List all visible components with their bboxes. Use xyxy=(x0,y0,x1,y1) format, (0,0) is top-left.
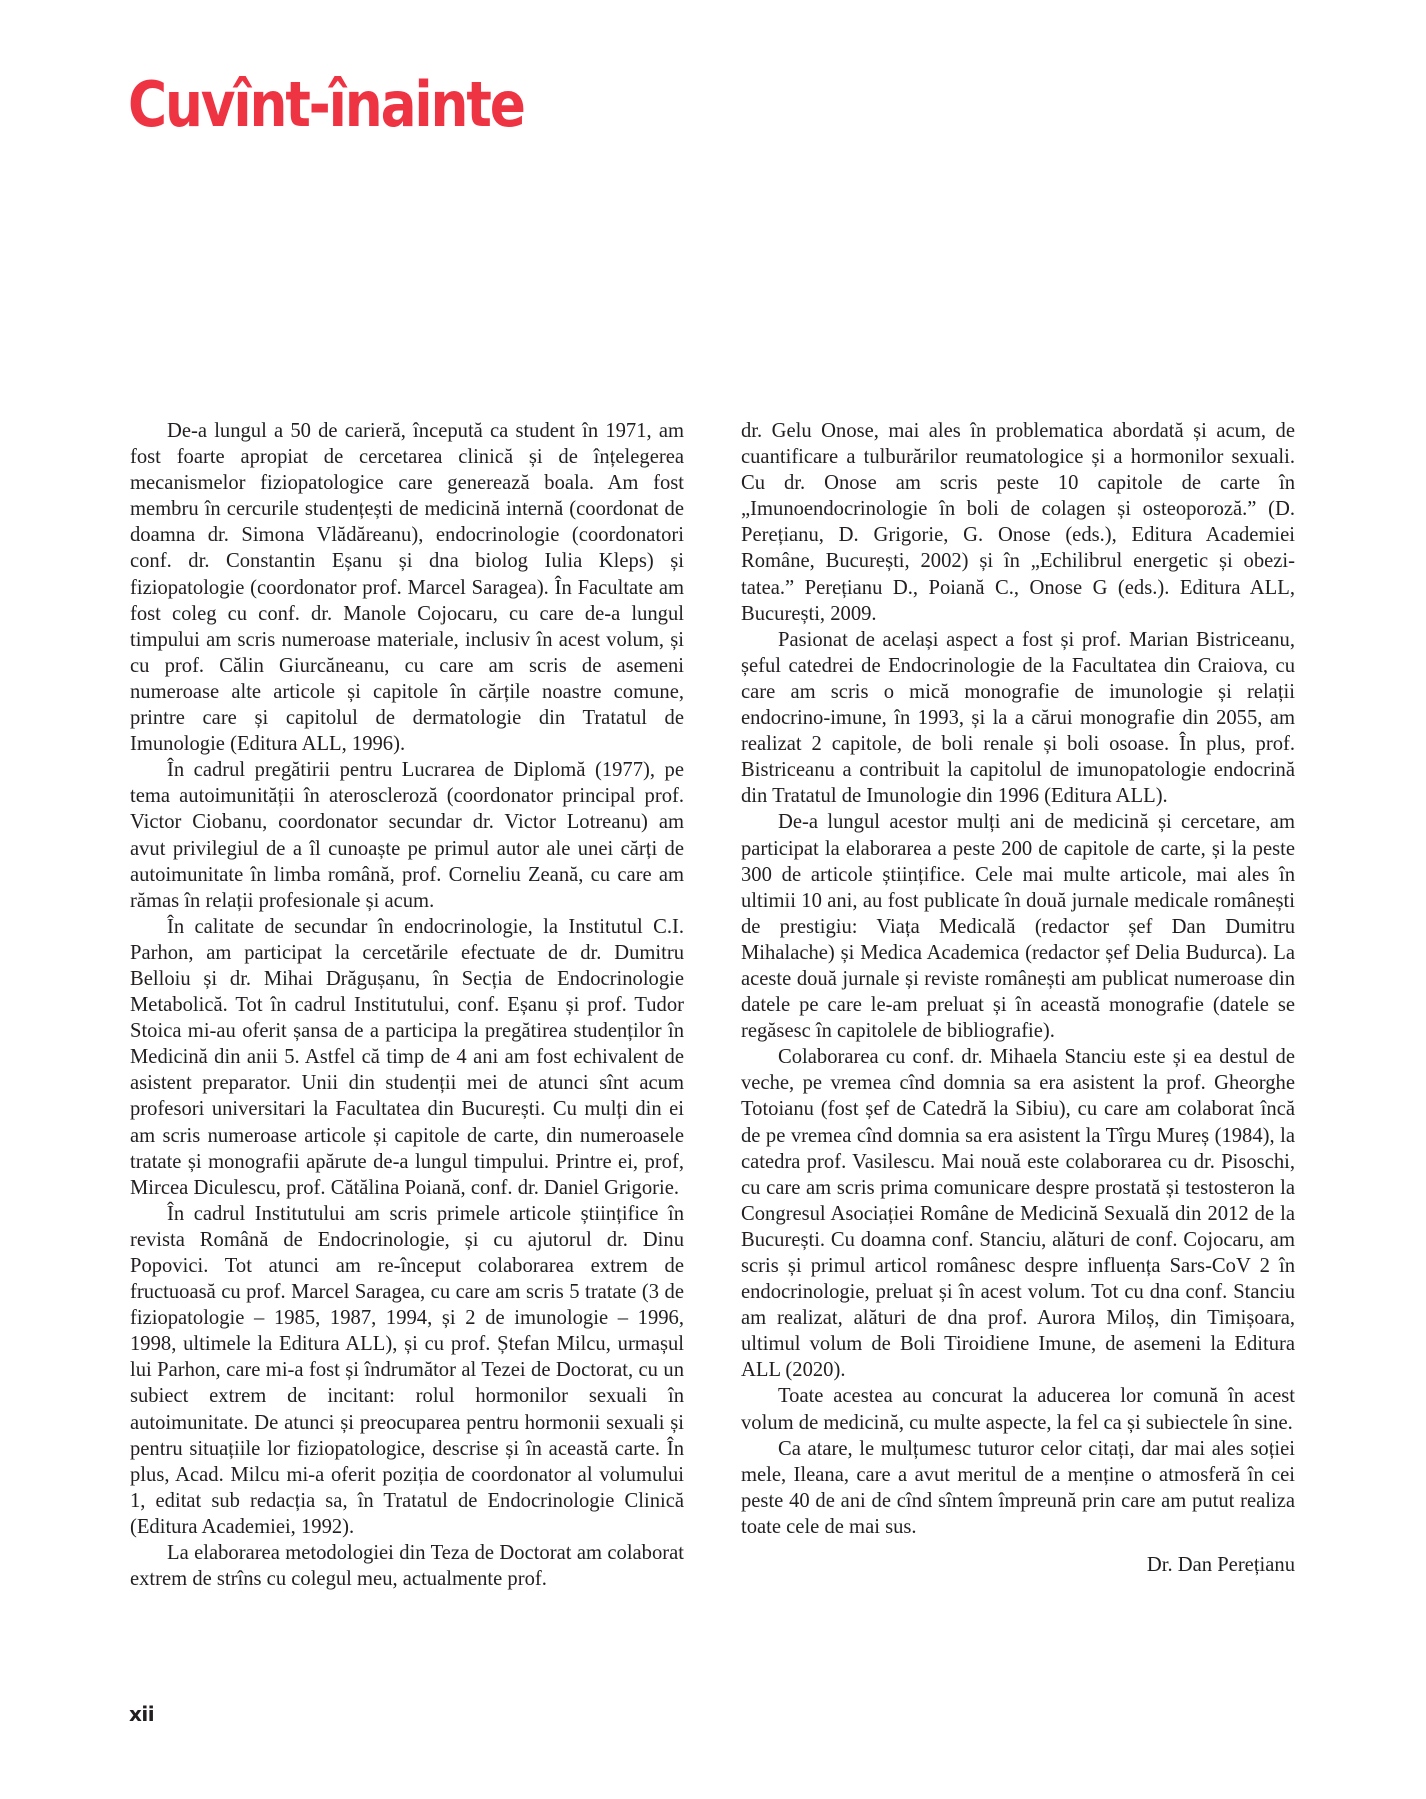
paragraph: Ca atare, le mulțumesc tuturor celor citați, dar mai ales soției mele, Ileana, care a avut meritul de a menține o atmosferă în cei peste 40 de ani de cînd sîntem împreună prin care am putut realiza toate cele de mai sus. xyxy=(741,1437,1295,1538)
right-column xyxy=(741,418,1295,1578)
paragraph: În cadrul pregătirii pentru Lucrarea de Diplomă (1977), pe tema autoimunității în ateroscleroză (coordonator principal prof. Victor Ciobanu, coordonator secundar dr. Victor Lotreanu) am avut privilegiul de a îl cunoaște pe primul autor ale unei cărți de autoimunitate în limba română, prof. Corneliu Zeană, cu care am rămas în relații profesionale și acum. xyxy=(130,759,684,912)
page-number: xii xyxy=(129,1702,155,1726)
author-signature: Dr. Dan Perețianu xyxy=(1146,1554,1295,1577)
page-title: Cuvînt-înainte xyxy=(128,68,524,141)
paragraph: Colaborarea cu conf. dr. Mihaela Stanciu este și ea destul de veche, pe vremea cînd domnia sa era asistent la prof. Gheorghe Totoianu (fost șef de Catedră la Sibiu), cu care am colaborat încă de pe vremea cînd domnia sa era asistent la Tîrgu Mureș (1984), la catedra prof. Vasilescu. Mai nouă este colaborarea cu dr. Pisoschi, cu care am scris prima comunicare despre prostată și testosteron la Congresul Asociației Române de Medicină Sexuală din 2012 de la București. Cu doamna conf. Stanciu, alături de conf. Cojocaru, am scris și primul articol românesc despre influența Sars-CoV 2 în endocrinologie, preluat și în acest volum. Tot cu dna conf. Stanciu am realizat, alături de dna prof. Aurora Miloș, din Timișoara, ultimul volum de Boli Tiroidiene Imune, de asemeni la Editura ALL (2020). xyxy=(741,1046,1295,1382)
paragraph-continuation: dr. Gelu Onose, mai ales în problematica abordată și acum, de cuantificare a tulburărilor reumatologice și a hormonilor sexuali. Cu dr. Onose am scris peste 10 capitole de carte în „Imunoendocrinologie în boli de colagen și osteoporoză.” (D. Perețianu, D. Grigorie, G. Onose (eds.), Editura Academiei Române, București, 2002) și în „Echilibrul energetic și obezitatea.” Perețianu D., Poiană C., Onose G (eds.). Editura ALL, București, 2009. xyxy=(741,420,1295,625)
paragraph: În calitate de secundar în endocrinologie, la Institutul C.I. Parhon, am participat la cercetările efectuate de dr. Dumitru Belloiu și dr. Mihai Drăgușanu, în Secția de Endocrinologie Metabolică. Tot în cadrul Institutului, conf. Eșanu și prof. Tudor Stoica mi-au oferit șansa de a participa la pregătirea studenților în Medicină din anii 5. Astfel că timp de 4 ani am fost echivalent de asistent preparator. Unii din studenții mei de atunci sînt acum profesori universitari la Facultatea din București. Cu mulți din ei am scris numeroase articole și capitole de carte, din numeroasele tratate și monografii apărute de-a lungul timpului. Printre ei, prof, Mircea Diculescu, prof. Cătălina Poiană, conf. dr. Daniel Grigorie. xyxy=(130,915,684,1199)
paragraph: De-a lungul a 50 de carieră, începută ca student în 1971, am fost foarte apropiat de cercetarea clinică și de înțelegerea mecanismelor fiziopatologice care generează boala. Am fost membru în cercurile studențești de medicină internă (coordonat de doamna dr. Simona Vlădăreanu), endocrinologie (coordonatori conf. dr. Constantin Eșanu și dna biolog Iulia Kleps) și fiziopatologie (coordonator prof. Marcel Saragea). În Facultate am fost coleg cu conf. dr. Manole Cojocaru, cu care de-a lungul timpului am scris numeroase materiale, inclusiv în acest volum, și cu prof. Călin Giurcăneanu, cu care am scris de asemeni numeroase alte articole și capitole în cărțile noastre comune, printre care și capitolul de dermatologie din Tratatul de Imunologie (Editura ALL, 1996). xyxy=(130,420,684,756)
left-column xyxy=(130,418,684,1592)
paragraph: În cadrul Institutului am scris primele articole științifice în revista Română de Endocrinologie, și cu ajutorul dr. Dinu Popovici. Tot atunci am re-început colaborarea extrem de fructuoasă cu prof. Marcel Saragea, cu care am scris 5 tratate (3 de fiziopatologie – 1985, 1987, 1994, și 2 de imunologie – 1996, 1998, ultimele la Editura ALL), și cu prof. Ștefan Milcu, urmașul lui Parhon, care mi-a fost și îndrumător al Tezei de Doctorat, cu un subiect extrem de incitant: rolul hormonilor sexuali în autoimunitate. De atunci și preocuparea pentru hormonii sexuali și pentru situațiile lor fiziopatologice, descrise și în această carte. În plus, Acad. Milcu mi-a oferit poziția de coordonator al volumului 1, editat sub redacția sa, în Tratatul de Endocrinologie Clinică (Editura Academiei, 1992). xyxy=(130,1202,684,1538)
paragraph: Pasionat de același aspect a fost și prof. Marian Bistriceanu, șeful catedrei de Endocrinologie de la Facultatea din Craiova, cu care am scris o mică monografie de imunologie și relații endocrino-imune, în 1993, și la a cărui monografie din 2055, am realizat 2 capitole, de boli renale și boli osoase. În plus, prof. Bistriceanu a contribuit la capitolul de imunopatologie endocrină din Tratatul de Imunologie din 1996 (Editura ALL). xyxy=(741,628,1295,808)
paragraph: De-a lungul acestor mulți ani de medicină și cercetare, am participat la elaborarea a peste 200 de capitole de carte, și la peste 300 de articole științifice. Cele mai multe articole, mai ales în ultimii 10 ani, au fost publicate în două jurnale medicale românești de prestigiu: Viața Medicală (redactor șef Dan Dumitru Mihalache) și Medica Academica (redactor șef Delia Budurca). La aceste două jurnale și reviste românești am publicat numeroase din datele pe care le-am preluat și în această monografie (datele se regăsesc în capitolele de bibliografie). xyxy=(741,811,1295,1043)
paragraph: La elaborarea metodologiei din Teza de Doctorat am colaborat extrem de strîns cu colegul meu, actualmente prof. xyxy=(130,1542,684,1591)
paragraph: Toate acestea au concurat la aducerea lor comună în acest volum de medicină, cu multe aspecte, la fel ca și subiectele în sine. xyxy=(741,1385,1295,1434)
